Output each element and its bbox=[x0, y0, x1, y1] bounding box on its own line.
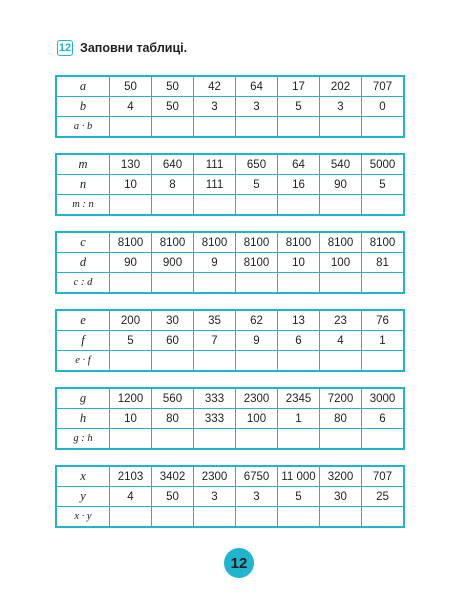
answer-cell[interactable] bbox=[110, 351, 152, 372]
answer-cell[interactable] bbox=[278, 429, 320, 450]
answer-cell[interactable] bbox=[110, 195, 152, 216]
variable-label: f bbox=[56, 331, 110, 351]
table-row bbox=[56, 507, 404, 528]
value-cell: 23 bbox=[320, 310, 362, 331]
answer-cell[interactable] bbox=[110, 273, 152, 294]
value-cell: 130 bbox=[110, 154, 152, 175]
answer-cell[interactable] bbox=[362, 507, 405, 528]
answer-cell[interactable] bbox=[194, 273, 236, 294]
answer-cell[interactable] bbox=[152, 273, 194, 294]
answer-cell[interactable] bbox=[278, 117, 320, 138]
result-expression-label: x · y bbox=[56, 507, 110, 528]
answer-cell[interactable] bbox=[320, 351, 362, 372]
result-expression-label: m : n bbox=[56, 195, 110, 216]
table-row bbox=[56, 117, 404, 138]
value-cell: 4 bbox=[110, 97, 152, 117]
answer-cell[interactable] bbox=[236, 351, 278, 372]
answer-cell[interactable] bbox=[236, 273, 278, 294]
answer-cell[interactable] bbox=[362, 351, 405, 372]
value-cell: 650 bbox=[236, 154, 278, 175]
value-cell: 80 bbox=[320, 409, 362, 429]
variable-label: a bbox=[56, 76, 110, 97]
value-cell: 8100 bbox=[110, 232, 152, 253]
task-number-badge: 12 bbox=[58, 42, 72, 54]
table-row bbox=[56, 97, 404, 117]
table-row bbox=[56, 253, 404, 273]
value-cell: 76 bbox=[362, 310, 405, 331]
result-expression-label: g : h bbox=[56, 429, 110, 450]
table-row bbox=[56, 388, 404, 409]
value-cell: 90 bbox=[320, 175, 362, 195]
variable-label: h bbox=[56, 409, 110, 429]
value-cell: 111 bbox=[194, 175, 236, 195]
value-cell: 64 bbox=[278, 154, 320, 175]
value-cell: 3 bbox=[194, 97, 236, 117]
value-cell: 1 bbox=[362, 331, 405, 351]
answer-cell[interactable] bbox=[110, 507, 152, 528]
table-row bbox=[56, 154, 404, 175]
value-cell: 6 bbox=[362, 409, 405, 429]
task-header bbox=[57, 40, 187, 56]
value-cell: 8100 bbox=[362, 232, 405, 253]
answer-cell[interactable] bbox=[278, 273, 320, 294]
variable-label: e bbox=[56, 310, 110, 331]
table-row bbox=[56, 175, 404, 195]
value-cell: 4 bbox=[320, 331, 362, 351]
answer-cell[interactable] bbox=[194, 117, 236, 138]
value-cell: 50 bbox=[152, 76, 194, 97]
variable-label: y bbox=[56, 487, 110, 507]
table-row bbox=[56, 273, 404, 294]
value-cell: 9 bbox=[194, 253, 236, 273]
value-cell: 0 bbox=[362, 97, 405, 117]
answer-cell[interactable] bbox=[320, 429, 362, 450]
value-cell: 16 bbox=[278, 175, 320, 195]
task-title: Заповни таблиці. bbox=[80, 41, 188, 55]
value-cell: 50 bbox=[152, 97, 194, 117]
result-expression-label: a · b bbox=[56, 117, 110, 138]
table-row bbox=[56, 310, 404, 331]
value-cell: 10 bbox=[278, 253, 320, 273]
page-number-badge: 12 bbox=[224, 548, 254, 578]
variable-label: g bbox=[56, 388, 110, 409]
answer-cell[interactable] bbox=[236, 429, 278, 450]
answer-cell[interactable] bbox=[362, 195, 405, 216]
value-cell: 30 bbox=[152, 310, 194, 331]
value-cell: 11 000 bbox=[278, 466, 320, 487]
value-cell: 2345 bbox=[278, 388, 320, 409]
variable-label: c bbox=[56, 232, 110, 253]
value-cell: 202 bbox=[320, 76, 362, 97]
answer-cell[interactable] bbox=[278, 507, 320, 528]
answer-cell[interactable] bbox=[362, 429, 405, 450]
value-cell: 3 bbox=[320, 97, 362, 117]
answer-cell[interactable] bbox=[320, 195, 362, 216]
fill-table-5 bbox=[55, 387, 405, 450]
fill-table-6 bbox=[55, 465, 405, 528]
answer-cell[interactable] bbox=[320, 117, 362, 138]
answer-cell[interactable] bbox=[236, 117, 278, 138]
value-cell: 4 bbox=[110, 487, 152, 507]
answer-cell[interactable] bbox=[236, 507, 278, 528]
value-cell: 2300 bbox=[194, 466, 236, 487]
variable-label: x bbox=[56, 466, 110, 487]
value-cell: 7200 bbox=[320, 388, 362, 409]
value-cell: 30 bbox=[320, 487, 362, 507]
answer-cell[interactable] bbox=[110, 117, 152, 138]
answer-cell[interactable] bbox=[152, 117, 194, 138]
value-cell: 3 bbox=[236, 97, 278, 117]
answer-cell[interactable] bbox=[152, 507, 194, 528]
table-row bbox=[56, 232, 404, 253]
value-cell: 5 bbox=[236, 175, 278, 195]
variable-label: m bbox=[56, 154, 110, 175]
value-cell: 8 bbox=[152, 175, 194, 195]
value-cell: 560 bbox=[152, 388, 194, 409]
fill-table-1 bbox=[55, 75, 405, 138]
answer-cell[interactable] bbox=[152, 351, 194, 372]
answer-cell[interactable] bbox=[194, 507, 236, 528]
value-cell: 3 bbox=[236, 487, 278, 507]
value-cell: 1 bbox=[278, 409, 320, 429]
value-cell: 60 bbox=[152, 331, 194, 351]
value-cell: 8100 bbox=[236, 232, 278, 253]
table-row bbox=[56, 76, 404, 97]
answer-cell[interactable] bbox=[152, 195, 194, 216]
table-row bbox=[56, 331, 404, 351]
value-cell: 50 bbox=[110, 76, 152, 97]
value-cell: 540 bbox=[320, 154, 362, 175]
result-expression-label: e · f bbox=[56, 351, 110, 372]
value-cell: 5 bbox=[110, 331, 152, 351]
variable-label: n bbox=[56, 175, 110, 195]
fill-table-4 bbox=[55, 309, 405, 372]
answer-cell[interactable] bbox=[194, 195, 236, 216]
value-cell: 3200 bbox=[320, 466, 362, 487]
answer-cell[interactable] bbox=[194, 429, 236, 450]
value-cell: 64 bbox=[236, 76, 278, 97]
value-cell: 8100 bbox=[278, 232, 320, 253]
value-cell: 13 bbox=[278, 310, 320, 331]
value-cell: 2300 bbox=[236, 388, 278, 409]
value-cell: 8100 bbox=[236, 253, 278, 273]
answer-cell[interactable] bbox=[236, 195, 278, 216]
value-cell: 35 bbox=[194, 310, 236, 331]
value-cell: 100 bbox=[236, 409, 278, 429]
value-cell: 5 bbox=[362, 175, 405, 195]
value-cell: 3402 bbox=[152, 466, 194, 487]
answer-cell[interactable] bbox=[362, 273, 405, 294]
variable-label: b bbox=[56, 97, 110, 117]
value-cell: 80 bbox=[152, 409, 194, 429]
value-cell: 8100 bbox=[152, 232, 194, 253]
value-cell: 200 bbox=[110, 310, 152, 331]
value-cell: 5 bbox=[278, 487, 320, 507]
value-cell: 25 bbox=[362, 487, 405, 507]
value-cell: 42 bbox=[194, 76, 236, 97]
answer-cell[interactable] bbox=[320, 273, 362, 294]
value-cell: 50 bbox=[152, 487, 194, 507]
answer-cell[interactable] bbox=[152, 429, 194, 450]
value-cell: 5000 bbox=[362, 154, 405, 175]
answer-cell[interactable] bbox=[320, 507, 362, 528]
value-cell: 6 bbox=[278, 331, 320, 351]
value-cell: 111 bbox=[194, 154, 236, 175]
value-cell: 333 bbox=[194, 388, 236, 409]
value-cell: 9 bbox=[236, 331, 278, 351]
fill-table-2 bbox=[55, 153, 405, 216]
table-row bbox=[56, 195, 404, 216]
value-cell: 6750 bbox=[236, 466, 278, 487]
answer-cell[interactable] bbox=[278, 351, 320, 372]
value-cell: 81 bbox=[362, 253, 405, 273]
table-row bbox=[56, 429, 404, 450]
value-cell: 90 bbox=[110, 253, 152, 273]
variable-label: d bbox=[56, 253, 110, 273]
value-cell: 900 bbox=[152, 253, 194, 273]
value-cell: 10 bbox=[110, 409, 152, 429]
value-cell: 62 bbox=[236, 310, 278, 331]
value-cell: 640 bbox=[152, 154, 194, 175]
value-cell: 3000 bbox=[362, 388, 405, 409]
value-cell: 8100 bbox=[320, 232, 362, 253]
table-row bbox=[56, 487, 404, 507]
value-cell: 333 bbox=[194, 409, 236, 429]
value-cell: 707 bbox=[362, 466, 405, 487]
value-cell: 707 bbox=[362, 76, 405, 97]
value-cell: 1200 bbox=[110, 388, 152, 409]
result-expression-label: c : d bbox=[56, 273, 110, 294]
table-row bbox=[56, 466, 404, 487]
value-cell: 5 bbox=[278, 97, 320, 117]
value-cell: 17 bbox=[278, 76, 320, 97]
value-cell: 10 bbox=[110, 175, 152, 195]
value-cell: 3 bbox=[194, 487, 236, 507]
value-cell: 2103 bbox=[110, 466, 152, 487]
value-cell: 7 bbox=[194, 331, 236, 351]
value-cell: 8100 bbox=[194, 232, 236, 253]
table-row bbox=[56, 409, 404, 429]
table-row bbox=[56, 351, 404, 372]
value-cell: 100 bbox=[320, 253, 362, 273]
answer-cell[interactable] bbox=[278, 195, 320, 216]
answer-cell[interactable] bbox=[362, 117, 405, 138]
answer-cell[interactable] bbox=[194, 351, 236, 372]
fill-table-3 bbox=[55, 231, 405, 294]
answer-cell[interactable] bbox=[110, 429, 152, 450]
